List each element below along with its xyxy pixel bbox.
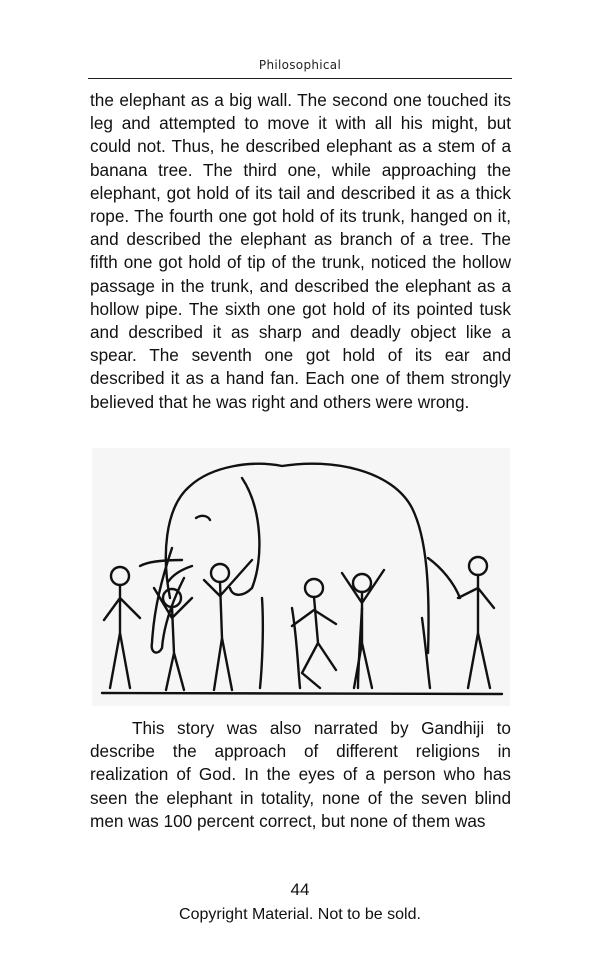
body-paragraph-2: This story was also narrated by Gandhiji to describe the approach of different religions in realization of God. In the eyes of a person who has seen the elephant in totality, none of the seven blind men was 100 percent correct, but none of them was [90,718,511,831]
copyright-notice: Copyright Material. Not to be sold. [179,906,421,923]
body-paragraph-1: the elephant as a big wall. The second one touched its leg and attempted to move it with all his might, but could not. Thus, he described elephant as a stem of a banana tree. The third one, while approaching the elephant, got hold of its tail and described it as a thick rope. The fourth one got hold of its trunk, hanged on it, and described the elephant as branch of a tree. The fifth one got hold of tip of the trunk, noticed the hollow passage in the trunk, and described the elephant as a hollow pipe. The sixth one got hold of its pointed tusk and described it as sharp and deadly object like a spear. The seventh one got hold of its ear and described it as a hand fan. Each one of them strongly believed that he was right and others were wrong. [90,90,511,412]
elephant-blind-men-illustration-icon [92,448,510,706]
page-number: 44 [290,880,310,899]
running-header: Philosophical [258,58,342,72]
header-divider [88,78,512,79]
